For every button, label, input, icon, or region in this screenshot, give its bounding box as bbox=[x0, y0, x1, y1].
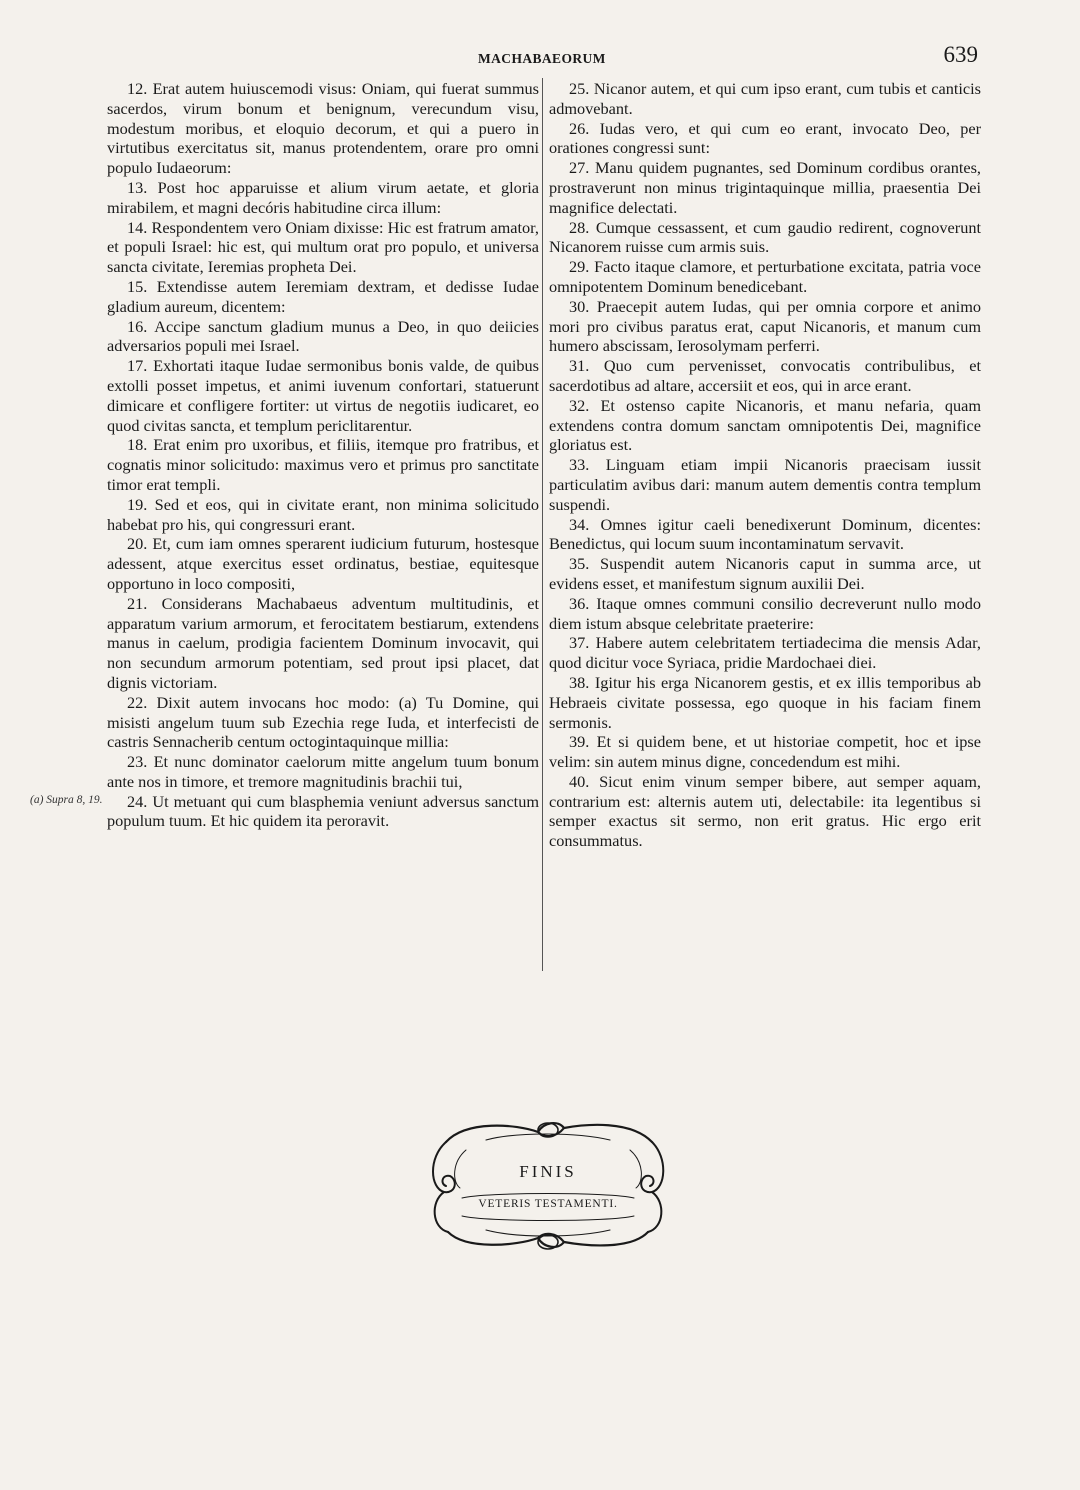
verse: 33. Linguam etiam impii Nicanoris praecisam iussit particulatim avibus dari: manum autem dementis contra templum suspendi. bbox=[549, 455, 981, 514]
margin-note: (a) Supra 8, 19. bbox=[30, 794, 103, 806]
verse: 25. Nicanor autem, et qui cum ipso erant, cum tubis et canticis admovebant. bbox=[549, 79, 981, 118]
page-number: 639 bbox=[943, 42, 978, 67]
verse: 18. Erat enim pro uxoribus, et filiis, itemque pro fratribus, et cognatis minor solicitudo: maximus vero et primus pro sanctitate timor erat templi. bbox=[107, 435, 539, 494]
verse: 14. Respondentem vero Oniam dixisse: Hic est fratrum amator, et populi Israel: hic est, qui multum orat pro populo, et universa sancta civitate, Ieremias propheta Dei. bbox=[107, 217, 539, 277]
running-title: MACHABAEORUM bbox=[478, 51, 606, 66]
finis-subtitle: VETERIS TESTAMENTI. bbox=[478, 1198, 618, 1210]
verse: 17. Exhortati itaque Iudae sermonibus bonis valde, de quibus extolli posset impetus, et animi iuvenum confortari, statuerunt dimicare et confligere fortiter: ut virtus de negotiis iudicaret, eo quod civitas sancta, et templum periclitarentur. bbox=[107, 356, 539, 435]
left-column bbox=[107, 79, 539, 831]
verse: 37. Habere autem celebritatem tertiadecima die mensis Adar, quod dicitur voce Syriaca, pridie Mardochaei diei. bbox=[549, 633, 981, 673]
verse: 24. Ut metuant qui cum blasphemia veniunt adversus sanctum populum tuum. Et hic quidem ita peroravit. bbox=[107, 791, 539, 831]
verse: 31. Quo cum pervenisset, convocatis contribulibus, et sacerdotibus ad altare, accersiit et eos, qui in arce erant. bbox=[549, 356, 981, 395]
verse: 39. Et si quidem bene, et ut historiae competit, hoc et ipse velim: sin autem minus digne, concedendum est mihi. bbox=[549, 732, 981, 772]
verse: 12. Erat autem huiuscemodi visus: Oniam, qui fuerat summus sacerdos, virum bonum et benignum, verecundum visu, modestum moribus, et eloquio decorum, et qui a puero in virtutibus exercitatus sit, manus protendentem, orare pro omni populo Iudaeorum: bbox=[107, 79, 539, 178]
verse: 23. Et nunc dominator caelorum mitte angelum tuum bonum ante nos in timore, et tremore magnitudinis brachii tui, bbox=[107, 752, 539, 791]
verse: 21. Considerans Machabaeus adventum multitudinis, et apparatum varium armorum, et ferocitatem bestiarum, extendens manus in caelum, prodigia facientem Dominum invocavit, qui non secundum armorum potentiam, sed prout ipsi placet, dat dignis victoriam. bbox=[107, 593, 539, 692]
verse: 20. Et, cum iam omnes sperarent iudicium futurum, hostesque adessent, atque exercitus esset ordinatus, bestiae, equitesque opportuno in loco compositi, bbox=[107, 534, 539, 593]
scroll-ornament-icon bbox=[426, 1110, 670, 1260]
verse: 35. Suspendit autem Nicanoris caput in summa arce, ut evidens esset, et manifestum signum auxilii Dei. bbox=[549, 554, 981, 593]
verse: 30. Praecepit autem Iudas, qui per omnia corpore et animo mori pro civibus paratus erat, caput Nicanoris, et manum cum humero abscissam, Ierosolymam perferri. bbox=[549, 296, 981, 356]
verse: 29. Facto itaque clamore, et perturbatione excitata, patria voce omnipotentem Dominum benedicebant. bbox=[549, 257, 981, 296]
verse: 19. Sed et eos, qui in civitate erant, non minima solicitudo habebat pro his, qui congressuri erant. bbox=[107, 494, 539, 534]
verse: 40. Sicut enim vinum semper bibere, aut semper aquam, contrarium est: alternis autem uti, delectabile: ita legentibus si semper exactus sit sermo, non erit gratus. Hic ergo erit consummatus. bbox=[549, 771, 981, 851]
running-head bbox=[0, 42, 1080, 72]
column-divider bbox=[542, 78, 543, 971]
finis-ornament bbox=[426, 1110, 670, 1260]
verse: 27. Manu quidem pugnantes, sed Dominum cordibus orantes, prostraverunt non minus trigintaquinque millia, praesentia Dei magnifice delectati. bbox=[549, 158, 981, 217]
verse: 34. Omnes igitur caeli benedixerunt Dominum, dicentes: Benedictus, qui locum suum incontaminatum servavit. bbox=[549, 514, 981, 554]
verse: 26. Iudas vero, et qui cum eo erant, invocato Deo, per orationes congressi sunt: bbox=[549, 118, 981, 158]
verse: 32. Et ostenso capite Nicanoris, et manu nefaria, quam extendens contra domum sanctam omnipotentis Dei, magnifice gloriatus est. bbox=[549, 395, 981, 455]
verse: 16. Accipe sanctum gladium munus a Deo, in quo deiicies adversarios populi mei Israel. bbox=[107, 316, 539, 356]
verse: 36. Itaque omnes communi consilio decreverunt nullo modo diem istum absque celebritate praeterire: bbox=[549, 593, 981, 633]
verse: 13. Post hoc apparuisse et alium virum aetate, et gloria mirabilem, et magni decóris habitudine circa illum: bbox=[107, 177, 539, 217]
verse: 38. Igitur his erga Nicanorem gestis, et ex illis temporibus ab Hebraeis civitate possessa, ego quoque in his faciam finem sermonis. bbox=[549, 672, 981, 732]
verse: 28. Cumque cessassent, et cum gaudio redirent, cognoverunt Nicanorem ruisse cum armis suis. bbox=[549, 217, 981, 257]
verse: 15. Extendisse autem Ieremiam dextram, et dedisse Iudae gladium aureum, dicentem: bbox=[107, 276, 539, 316]
right-column bbox=[549, 79, 981, 851]
verse: 22. Dixit autem invocans hoc modo: (a) Tu Domine, qui misisti angelum tuum sub Ezechia rege Iuda, et interfecisti de castris Sennacherib centum octogintaquinque millia: bbox=[107, 692, 539, 752]
finis-title: FINIS bbox=[519, 1162, 577, 1181]
